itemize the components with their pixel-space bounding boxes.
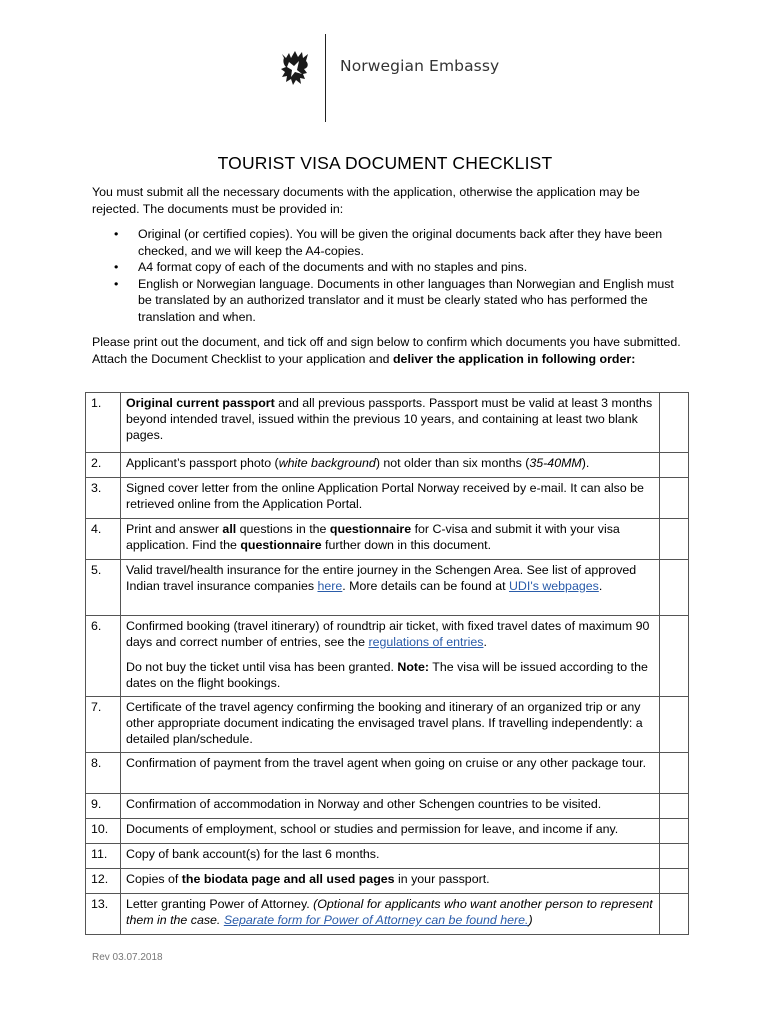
- list-item-text: Original (or certified copies). You will be given the original documents back after they have been checked, and we will keep the A4-copies.: [138, 227, 663, 258]
- row-number: 3.: [86, 478, 121, 519]
- row-description: [121, 560, 660, 616]
- table-row: [86, 894, 689, 935]
- row-number: 6.: [86, 616, 121, 697]
- tick-box[interactable]: [660, 794, 689, 819]
- requirements-list: [92, 226, 682, 325]
- instructions-text: Please print out the document, and tick off and sign below to confirm which documents you have submitted. Attach the Document Checklist to your application and: [92, 335, 681, 366]
- description-text: .: [483, 635, 487, 649]
- row-description: [121, 894, 660, 935]
- instructions-emphasis: deliver the application in following order: [392, 351, 632, 366]
- row-number: 1.: [86, 393, 121, 453]
- row-number: 12.: [86, 869, 121, 894]
- row-description: [121, 393, 660, 453]
- tick-box[interactable]: [660, 844, 689, 869]
- description-text: Confirmation of payment from the travel agent when going on cruise or any other package tour.: [126, 756, 647, 770]
- header-divider: [325, 34, 326, 122]
- row-description: [121, 819, 660, 844]
- row-description: [121, 753, 660, 794]
- description-text: questions in the: [236, 522, 330, 536]
- row-number: 8.: [86, 753, 121, 794]
- table-row: [86, 616, 689, 697]
- description-text: The visa will be issued according to the dates on the flight bookings.: [126, 660, 648, 690]
- description-text: . More details can be found at: [342, 579, 509, 593]
- description-bold: Original current passport: [126, 396, 275, 410]
- description-text: Valid travel/health insurance for the entire journey in the Schengen Area. See list of approved Indian travel insurance companies: [126, 563, 637, 593]
- bullet-icon: •: [114, 276, 119, 291]
- tick-box[interactable]: [660, 697, 689, 753]
- row-description: [121, 844, 660, 869]
- description-text: ) not older than six months (: [375, 456, 530, 470]
- tick-box[interactable]: [660, 453, 689, 478]
- tick-box[interactable]: [660, 819, 689, 844]
- table-row: [86, 869, 689, 894]
- table-row: [86, 697, 689, 753]
- row-description: [121, 519, 660, 560]
- udi-webpages-link[interactable]: UDI's webpages: [508, 579, 599, 593]
- row-number: 11.: [86, 844, 121, 869]
- page-title: TOURIST VISA DOCUMENT CHECKLIST: [217, 153, 553, 173]
- description-text: further down in this document.: [321, 538, 492, 552]
- description-text: Letter granting Power of Attorney.: [126, 897, 314, 911]
- tick-box[interactable]: [660, 519, 689, 560]
- description-text: Applicant’s passport photo (: [126, 456, 279, 470]
- table-row: [86, 819, 689, 844]
- description-italic: (Optional for applicants who want another person to represent them in the case.: [126, 897, 653, 927]
- table-row: [86, 560, 689, 616]
- intro-paragraph: You must submit all the necessary documents with the application, otherwise the application may be rejected. The documents must be provided in:: [92, 185, 640, 216]
- description-text: Confirmed booking (travel itinerary) of roundtrip air ticket, with fixed travel dates of maximum 90 days and correct number of entries, see the: [126, 619, 650, 649]
- tick-box[interactable]: [660, 393, 689, 453]
- description-bold: questionnaire: [240, 538, 322, 552]
- table-row: [86, 393, 689, 453]
- description-text: Documents of employment, school or studies and permission for leave, and income if any.: [126, 822, 619, 836]
- description-italic: white background: [278, 456, 376, 470]
- norwegian-lion-coat-of-arms-icon: [278, 48, 312, 88]
- table-row: [86, 794, 689, 819]
- row-description: [121, 453, 660, 478]
- revision-footer: Rev 03.07.2018: [92, 952, 163, 963]
- description-text: Copies of: [126, 872, 182, 886]
- insurance-list-link[interactable]: here: [317, 579, 343, 593]
- table-row: [86, 478, 689, 519]
- instructions-paragraph: [92, 334, 682, 367]
- tick-box[interactable]: [660, 478, 689, 519]
- row-number: 9.: [86, 794, 121, 819]
- tick-box[interactable]: [660, 753, 689, 794]
- description-italic: 35-40MM: [529, 456, 582, 470]
- description-text: and all previous passports. Passport must be valid at least 3 months beyond intended travel, issued within the previous 10 years, and containing at least two blank pages.: [126, 396, 653, 442]
- row-description: [121, 794, 660, 819]
- row-description: [121, 478, 660, 519]
- description-text: Copy of bank account(s) for the last 6 months.: [126, 847, 380, 861]
- tick-box[interactable]: [660, 869, 689, 894]
- table-row: [86, 519, 689, 560]
- table-row: [86, 753, 689, 794]
- table-row: [86, 453, 689, 478]
- list-item: [92, 259, 682, 276]
- row-description: [121, 869, 660, 894]
- description-text: Confirmation of accommodation in Norway and other Schengen countries to be visited.: [126, 797, 602, 811]
- row-number: 13.: [86, 894, 121, 935]
- description-bold: Note:: [397, 660, 430, 674]
- power-of-attorney-link[interactable]: Separate form for Power of Attorney can be found here.: [223, 913, 529, 927]
- description-text: ).: [581, 456, 590, 470]
- row-number: 2.: [86, 453, 121, 478]
- table-row: [86, 844, 689, 869]
- description-text: .: [598, 579, 603, 593]
- description-italic: ): [528, 913, 533, 927]
- bullet-icon: •: [114, 260, 119, 274]
- description-text: for C-visa and submit it with your visa application. Find the: [126, 522, 620, 552]
- description-paragraph: [126, 659, 654, 691]
- tick-box[interactable]: [660, 616, 689, 697]
- row-description: [121, 616, 660, 697]
- list-item-text: A4 format copy of each of the documents and with no staples and pins.: [138, 260, 528, 274]
- row-number: 4.: [86, 519, 121, 560]
- row-number: 5.: [86, 560, 121, 616]
- list-item: [92, 276, 682, 326]
- description-paragraph: [126, 618, 654, 650]
- description-bold: all: [222, 522, 237, 536]
- row-number: 10.: [86, 819, 121, 844]
- description-text: Signed cover letter from the online Application Portal Norway received by e-mail. It can also be retrieved online from the Application Portal.: [126, 481, 644, 511]
- description-bold: questionnaire: [329, 522, 412, 536]
- list-item: [92, 226, 682, 259]
- letterhead: [278, 34, 578, 124]
- description-text: in your passport.: [394, 872, 490, 886]
- tick-box[interactable]: [660, 894, 689, 935]
- tick-box[interactable]: [660, 560, 689, 616]
- regulations-of-entries-link[interactable]: regulations of entries: [368, 635, 484, 649]
- row-description: [121, 697, 660, 753]
- document-checklist-table: [85, 392, 689, 935]
- list-item-text: English or Norwegian language. Documents in other languages than Norwegian and English must be translated by an authorized translator and it must be clearly stated who has performed the translation and when.: [138, 276, 674, 324]
- description-text: Do not buy the ticket until visa has been granted.: [126, 660, 398, 674]
- embassy-name: Norwegian Embassy: [340, 57, 500, 75]
- description-text: Print and answer: [126, 522, 223, 536]
- instructions-emphasis-end: :: [631, 351, 636, 366]
- description-bold: the biodata page and all used pages: [181, 872, 395, 886]
- row-number: 7.: [86, 697, 121, 753]
- bullet-icon: •: [114, 227, 119, 241]
- description-text: Certificate of the travel agency confirming the booking and itinerary of an organized trip or any other appropriate document indicating the envisaged travel plans. If travelling independently: a detailed plan/schedule.: [126, 700, 643, 746]
